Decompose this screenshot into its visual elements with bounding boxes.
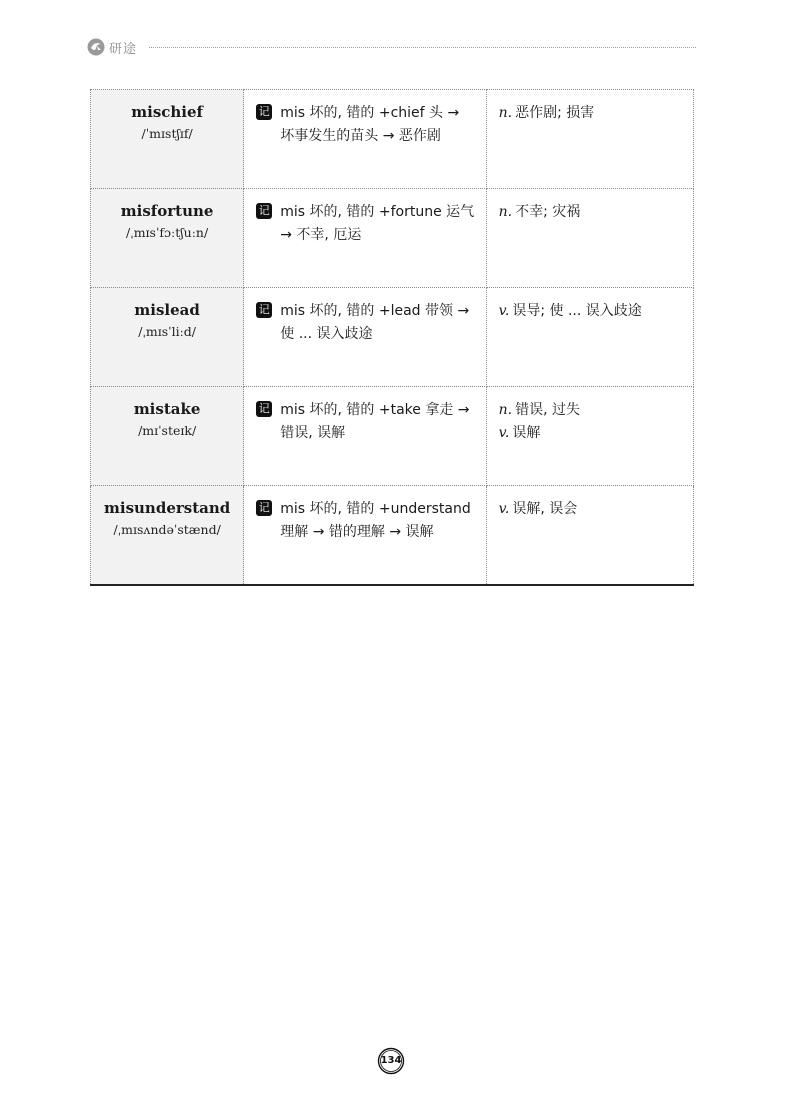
definition-text: 恶作剧; 损害 <box>515 105 595 121</box>
headword: mischief <box>131 103 203 121</box>
memo-text: mis 坏的, 错的 +fortune 运气 → 不幸, 厄运 <box>280 204 475 243</box>
table-row <box>91 90 694 189</box>
definition-cell <box>486 387 693 486</box>
page-number: 134 <box>380 1055 402 1066</box>
page-header <box>86 36 696 58</box>
phonetic-transcription: /ˌmɪsˈliːd/ <box>138 324 197 339</box>
word-cell <box>91 486 244 586</box>
headword: misfortune <box>120 202 214 220</box>
headword: mislead <box>134 301 200 319</box>
memo-icon: 记 <box>256 500 272 516</box>
word-cell <box>91 189 244 288</box>
definition-line <box>499 300 683 323</box>
definition-text: 错误, 过失 <box>515 402 581 418</box>
memo-cell <box>244 288 486 387</box>
headword: misunderstand <box>104 499 231 517</box>
table-row <box>91 189 694 288</box>
definition-line <box>499 102 683 125</box>
definition-cell <box>486 486 693 586</box>
definition-cell <box>486 189 693 288</box>
phonetic-transcription: /ˌmɪsˈfɔːtʃuːn/ <box>126 225 209 240</box>
brand-logo-icon <box>86 37 106 57</box>
phonetic-transcription: /ˈmɪstʃɪf/ <box>141 126 193 141</box>
table-row <box>91 486 694 586</box>
memo-icon: 记 <box>256 401 272 417</box>
definition-line <box>499 399 683 422</box>
word-cell <box>91 387 244 486</box>
definition-cell <box>486 288 693 387</box>
vocabulary-table <box>90 89 694 586</box>
header-dotted-rule <box>149 47 696 48</box>
definition-text: 误解, 误会 <box>512 501 578 517</box>
table-row <box>91 387 694 486</box>
definition-cell <box>486 90 693 189</box>
definition-text: 不幸; 灾祸 <box>515 204 581 220</box>
part-of-speech: v. <box>498 303 510 319</box>
word-cell <box>91 288 244 387</box>
memo-cell <box>244 486 486 586</box>
part-of-speech: n. <box>498 204 513 220</box>
memo-cell <box>244 90 486 189</box>
phonetic-transcription: /ˌmɪsʌndəˈstænd/ <box>113 522 221 537</box>
part-of-speech: v. <box>498 425 510 441</box>
memo-text: mis 坏的, 错的 +understand 理解 → 错的理解 → 误解 <box>280 501 471 540</box>
brand-name: 研途 <box>109 41 138 57</box>
definition-line <box>499 201 683 224</box>
memo-icon: 记 <box>256 203 272 219</box>
part-of-speech: n. <box>498 105 513 121</box>
definition-text: 误导; 使 ... 误入歧途 <box>512 303 642 319</box>
headword: mistake <box>133 400 201 418</box>
memo-text: mis 坏的, 错的 +lead 带领 → 使 ... 误入歧途 <box>280 303 470 342</box>
definition-line <box>499 422 683 445</box>
phonetic-transcription: /mɪˈsteɪk/ <box>138 423 197 438</box>
word-cell <box>91 90 244 189</box>
definition-line <box>499 498 683 521</box>
table-row <box>91 288 694 387</box>
definition-text: 误解 <box>512 425 541 441</box>
part-of-speech: v. <box>498 501 510 517</box>
page-number-badge <box>376 1046 406 1076</box>
memo-text: mis 坏的, 错的 +take 拿走 → 错误, 误解 <box>280 402 470 441</box>
memo-cell <box>244 387 486 486</box>
memo-text: mis 坏的, 错的 +chief 头 → 坏事发生的苗头 → 恶作剧 <box>280 105 460 144</box>
memo-icon: 记 <box>256 302 272 318</box>
memo-icon: 记 <box>256 104 272 120</box>
memo-cell <box>244 189 486 288</box>
part-of-speech: n. <box>498 402 513 418</box>
